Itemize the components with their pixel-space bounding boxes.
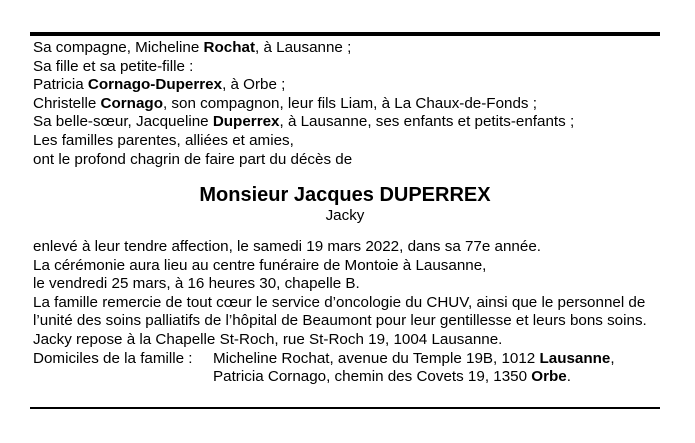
mourner-line: Patricia Cornago-Duperrex, à Orbe ; xyxy=(33,76,286,94)
details-block xyxy=(33,238,663,387)
mourner-line: ont le profond chagrin de faire part du décès de xyxy=(33,150,353,168)
domiciles-label: Domiciles de la famille : xyxy=(33,349,193,367)
deceased-nickname: Jacky xyxy=(325,207,365,224)
mourners-list xyxy=(33,39,663,169)
domicile-address: Patricia Cornago, chemin des Covets 19, 1350 Orbe. xyxy=(213,368,571,386)
deceased-name: Monsieur Jacques DUPERREX xyxy=(199,184,491,206)
deceased-block xyxy=(30,183,660,225)
ceremony-line-1: La cérémonie aura lieu au centre funéraire de Montoie à Lausanne, xyxy=(33,256,487,274)
mourner-line: Christelle Cornago, son compagnon, leur fils Liam, à La Chaux-de-Fonds ; xyxy=(33,94,537,112)
mourner-line: Sa compagne, Micheline Rochat, à Lausanne ; xyxy=(33,39,352,56)
domicile-address: Micheline Rochat, avenue du Temple 19B, 1012 Lausanne, xyxy=(213,349,615,367)
domicile-row xyxy=(33,368,663,387)
top-rule xyxy=(30,32,660,36)
death-line: enlevé à leur tendre affection, le samedi 19 mars 2022, dans sa 77e année. xyxy=(33,238,541,255)
mourner-line: Les familles parentes, alliées et amies, xyxy=(33,131,294,149)
mourner-line: Sa fille et sa petite-fille : xyxy=(33,57,194,75)
rest-line: Jacky repose à la Chapelle St-Roch, rue St-Roch 19, 1004 Lausanne. xyxy=(33,330,503,348)
bottom-rule xyxy=(30,407,660,409)
mourner-line: Sa belle-sœur, Jacqueline Duperrex, à Lausanne, ses enfants et petits-enfants ; xyxy=(33,113,575,131)
thanks-paragraph: La famille remercie de tout cœur le service d’oncologie du CHUV, ainsi que le personnel de l’unité des soins palliatifs de l’hôpital de Beaumont pour leur gentillesse et leurs bons soins. xyxy=(33,293,647,330)
ceremony-line-2: le vendredi 25 mars, à 16 heures 30, chapelle B. xyxy=(33,275,360,293)
domicile-row xyxy=(33,350,663,369)
